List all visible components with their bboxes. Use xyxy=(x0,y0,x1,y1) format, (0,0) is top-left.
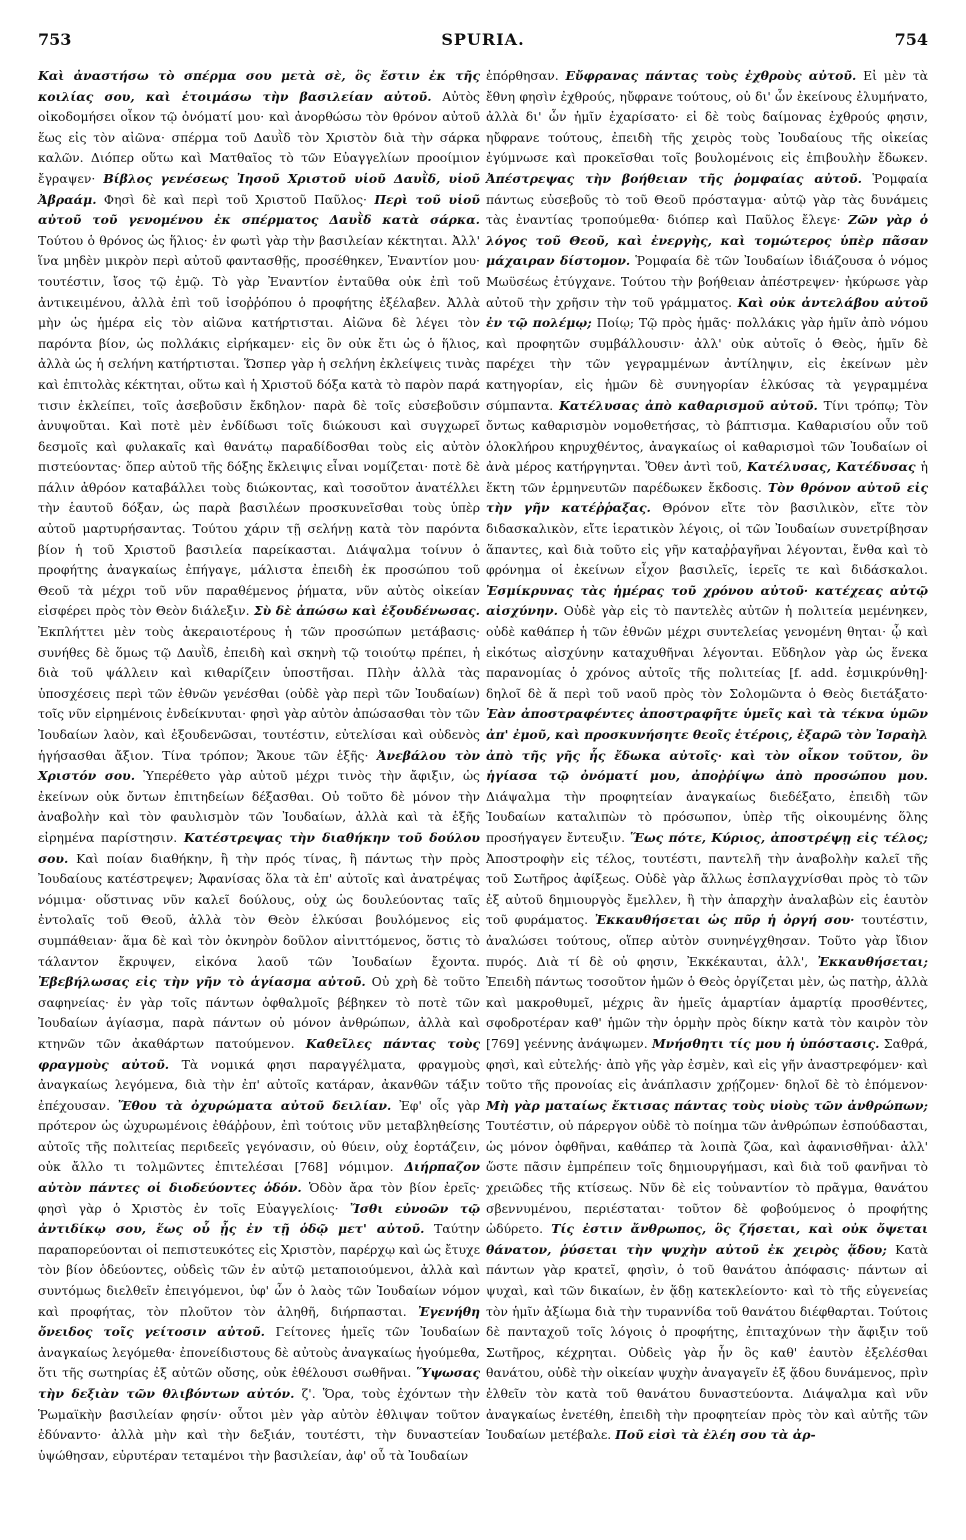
quotation-segment: Κατέλυσας ἀπὸ καθαρισμοῦ αὐτοῦ. xyxy=(559,397,818,413)
quotation-segment: Τίς ἐστιν ἄνθρωπος, ὃς ζήσεται, καὶ οὐκ ὄψεται θάνατον, ῥύσεται τὴν ψυχὴν αὐτοῦ ἐκ χειρὸς ᾅδου; xyxy=(486,1221,928,1257)
quotation-segment: Καὶ οὐκ ἀντελάβου αὐτοῦ ἐν τῷ πολέμῳ; xyxy=(486,294,928,331)
quotation-segment: Ἐκκαυθήσεται ὡς πῦρ ἡ ὀργή σου· xyxy=(594,912,855,928)
text-segment: ζ'. Ὅρα, τοὺς ἐχόντων τὴν Ῥωμαϊκὴν βασιλείαν φησίν· οὗτοι μὲν γὰρ αὐτὸν ἐθλιψαν τοῦτον ἐδύναντο· ἀλλὰ μὴν καὶ τὴν δεξιάν, τουτέστι, τὴν δυναστείαν ὑψώθησαν, εὐρυτέραν τεταμένοι τὴν βασιλείαν, ἀφ' οὗ τὰ Ἰουδαίων xyxy=(38,1386,480,1463)
quotation-segment: Ἔθου τὰ ὀχυρώματα αὐτοῦ δειλίαν. xyxy=(117,1097,392,1113)
left-column-text xyxy=(38,66,480,1466)
quotation-segment: Ἀνεβάλου τὸν Χριστόν σου. xyxy=(38,747,480,784)
quotation-segment: Μνήσθητι τίς μου ἡ ὑπόστασις. xyxy=(651,1035,880,1051)
quotation-segment: Ζῶν γὰρ ὁ λόγος τοῦ Θεοῦ, καὶ ἐνεργὴς, καὶ τομώτερος ὑπὲρ πᾶσαν μάχαιραν δίστομον. xyxy=(486,212,928,269)
text-segment: Ἐκπλήττει μὲν τοὺς ἀκεραιοτέρους ἡ τῶν προσώπων μετάβασις· συνήθες δὲ ὅμως τῷ Δαυῒδ, ἐπειδὴ καὶ σκηνὴ τῷ τοιούτῳ πρέπει, ἡ διὰ τοῦ ψάλλειν καὶ κιθαρίζειν ὑποστῆσαι. Πλὴν ἀλλὰ τὰς ὑποσχέσεις περὶ τῶν ἐθνῶν γενέσθαι (οὐδὲ γὰρ περὶ τῶν Ἰουδαίων) τοῖς νῦν εἰρημένοις ἐνδείκνυται· φησὶ γὰρ αὐτὸν ἀπώσασθαι τὸν τῶν Ἰουδαίων λαὸν, καὶ ἐξουδενῶσαι, τουτέστιν, εὐτελίσαι καὶ οὐδενὸς ἡγήσασθαι ἄξιον. Τίνα τρόπον; Ἄκουε τῶν ἑξῆς· xyxy=(38,624,480,763)
text-segment: Τούτου ὁ θρόνος ὡς ἥλιος· ἐν φωτὶ γὰρ τὴν βασιλείαν κέκτηται. Ἀλλ' ἵνα μηδὲν μικρὸν περὶ αὐτοῦ φαντασθῇς, προσέθηκεν, Ἐναντίον μου· τουτέστιν, ἴσος τῷ ἐμῷ. Τὸ γὰρ Ἐναντίον ἐνταῦθα οὐκ ἐπὶ τοῦ ἀντικειμένου, ἀλλὰ ἐπὶ τοῦ ἰσοῤῥόπου ὁ προφήτης ἐξέλαβεν. Ἀλλὰ μὴν ὡς ἡμέρα εἰς τὸν αἰῶνα κατήρτισται. Αἰῶνα δὲ λέγει τὸν παρόντα βίον, ὡς πολλάκις εἰρήκαμεν· εἰς ὃν οὐκ ἔτι ὡς ὁ ἥλιος, ἀλλὰ ὡς ἡ σελήνη κατήρτισται. Ὥσπερ γὰρ ἡ σελήνη ἐκλείψεις τινὰς καὶ ἐπιτολὰς κέκτηται, οὕτω καὶ ἡ Χριστοῦ δόξα κατὰ τὸ παρὸν παρά τισιν ἐκλείπει, τοῖς ἀσεβοῦσιν ἔκδηλον· παρὰ δὲ τοῖς εὐσεβοῦσιν ἀνυψοῦται. Καὶ ποτὲ μὲν ἐνδίδωσι τοῖς διώκουσι καὶ συγχωρεῖ δεσμοῖς καὶ φυλακαῖς καὶ θανάτῳ παραδίδοσθαι τοὺς εἰς αὐτὸν πιστεύοντας· ὅπερ αὐτοῦ τῆς δόξης ἔκλειψις εἶναι νομίζεται· ποτὲ δὲ πάλιν ἀθρόον καταβάλλει τοὺς διώκοντας, καὶ τοσοῦτον ἀνατέλλει τὴν ἑαυτοῦ δόξαν, ὡς παρὰ βασιλέων προσκυνεῖσθαι τοὺς ὑπὲρ αὐτοῦ μαρτυρήσαντας. Τούτου χάριν τῇ σελήνῃ κατὰ τὸν παρόντα βίον ἡ τοῦ Χριστοῦ βασιλεία παρείκασται. Διάψαλμα τοίνυν ὁ προφήτης ἀναγκαίως ἐπήγαγε, μάλιστα ἐπειδὴ ἐκ προσώπου τοῦ Θεοῦ τὰ μέχρι τοῦ νῦν παραθέμενος ῥήματα, νῦν αὐτὸς οἰκείαν εἰσφέρει πρὸς τὸν Θεὸν διάλεξιν. xyxy=(38,232,480,619)
quotation-segment: Ἐβεβήλωσας εἰς τὴν γῆν τὸ ἁγίασμα αὐτοῦ. xyxy=(38,974,366,990)
text-segment: Ῥομφαία δὲ τῶν Ἰουδαίων ἰδιάζουσα ὁ νόμος Μωϋσέως ἐτύγχανε. Τούτου τὴν βοήθειαν ἀπέστρεψεν· ἠκύρωσε γὰρ αὐτοῦ τὴν χρῆσιν τὴν τοῦ γράμματος. xyxy=(486,253,928,310)
quotation-segment: Κατέλυσας, Κατέδυσας xyxy=(747,459,916,475)
quotation-segment: Εὔφρανας πάντας τοὺς ἐχθροὺς αὐτοῦ. xyxy=(565,68,857,83)
text-segment: Ἐφ' οἷς γὰρ πρότερον ὡς ὠχυρωμένοις ἐθάῤῥουν, ἐπὶ τούτοις νῦν μεταβληθείσης αὐτοῖς τῆς πολιτείας περιδεεῖς γεγόνασιν, οὐ θύειν, οὐχ ἑορτάζειν, οὐκ ἄλλο τι τολμῶντες ἐπιτελέσαι [768] νόμιμον. xyxy=(38,1097,480,1175)
quotation-segment: Διήρπαζον αὐτὸν πάντες οἱ διοδεύοντες ὁδόν. xyxy=(38,1159,480,1196)
quotation-segment: Ἴσθι εὐνοῶν τῷ ἀντιδίκῳ σου, ἕως οὗ ᾖς ἐν τῇ ὁδῷ μετ' αὐτοῦ. xyxy=(38,1200,480,1237)
quotation-segment: Ἐκκαυθήσεται; xyxy=(817,953,928,969)
quotation-segment: Βίβλος γενέσεως Ἰησοῦ Χριστοῦ υἱοῦ Δαυῒδ, υἱοῦ Ἀβραάμ. xyxy=(38,170,480,207)
page-number-left: 753 xyxy=(38,30,72,49)
page-number-right: 754 xyxy=(894,30,928,49)
running-title: SPURIA. xyxy=(441,30,525,49)
quotation-segment: Μὴ γὰρ ματαίως ἔκτισας πάντας τοὺς υἱοὺς τῶν ἀνθρώπων; xyxy=(486,1097,928,1113)
quotation-segment: Ἐγενήθη ὄνειδος τοῖς γείτοσιν αὐτοῦ. xyxy=(38,1303,480,1340)
text-segment: Ποίῳ; Τῷ πρὸς ἡμᾶς· πολλάκις γὰρ ἡμῖν ἀπὸ νόμου καὶ προφητῶν συμβάλλουσιν· ἀλλ' οὐκ αὐτοῖς ὁ Θεὸς, ἡμῖν δὲ παρέχει τὴν τῶν γεγραμμένων ἀντίληψιν, εἰς ἐκείνων μὲν κατηγορίαν, εἰς ἡμῶν δὲ συνηγορίαν ἑλκύσας τὰ γεγραμμένα σύμπαντα. xyxy=(486,315,929,413)
text-segment: ἐπόρθησαν. xyxy=(486,68,566,83)
right-column xyxy=(486,66,928,1446)
quotation-segment: Ποῦ εἰσὶ τὰ ἐλέη σου τὰ ἀρ- xyxy=(615,1427,816,1443)
text-segment: Ἀποστροφὴν εἰς τέλος, τουτέστι, παντελῆ τὴν ἀναβολὴν καλεῖ τῆς τοῦ Σωτῆρος ἀφίξεως. Οὐδὲ γὰρ ἄλλως ἐσπλαγχνίσθαι πρὸς τὸ τῶν ἐξ αὐτοῦ δημιουργὸς ἔμελλεν, ἢ τὴν ἀπαρχὴν ἀναλαβὼν εἰς ἑαυτὸν τοῦ φυράματος. xyxy=(486,850,928,928)
quotation-segment: Καθεῖλες πάντας τοὺς φραγμοὺς αὐτοῦ. xyxy=(38,1035,480,1072)
text-segment: Καὶ ποίαν διαθήκην, ἢ τὴν πρός τίνας, ἢ πάντως τὴν πρὸς Ἰουδαίους κατέστρεψεν; Ἀφανίσας ὅλα τὰ ἐπ' αὐτοῖς καὶ ἀνατρέψας νόμιμα· οὕστινας νῦν καλεῖ δούλους, οὐχ ὡς δουλεύοντας ταῖς ἐντολαῖς τοῦ Θεοῦ, ἀλλὰ τὸν Θεὸν ἑλκύσαι βουλόμενος εἰς συμπάθειαν· ἅμα δὲ καὶ τὸν ὀκνηρὸν δοῦλον αἰνιττόμενος, ὅστις τὸ τάλαντον ἔκρυψεν, εἰκόνα λαοῦ τῶν Ἰουδαίων ἔχοντα. xyxy=(38,850,480,969)
text-segment: Οὐδὲ γὰρ εἰς τὸ παντελὲς αὐτῶν ἡ πολιτεία μεμένηκεν, οὐδὲ καθάπερ ἡ τῶν ἐθνῶν μέχρι συντελείας γενομένη θηται· ᾧ καὶ εἰκότως αἰσχύνην καταχυθῆναι λέγονται. Εὔδηλον γὰρ ὡς ἕνεκα παρανομίας ὁ χρόνος αὐτοῖς τῆς πολιτείας [f. add. ἐσμικρύνθη]· δηλοῖ δὲ ἅ περὶ τοῦ ναοῦ πρὸς τὸν Σολομῶντα ὁ Θεὸς διετάξατο· xyxy=(486,603,928,701)
text-segment: ἡ ἕκτη τῶν ἑρμηνευτῶν παρέδωκεν ἔκδοσις. xyxy=(486,459,928,495)
page-header xyxy=(38,30,928,56)
text-segment: Ὁδὸν ἄρα τὸν βίον ἐρεῖς· φησὶ γὰρ ὁ Χριστὸς ἐν τοῖς Εὐαγγελίοις· xyxy=(38,1180,480,1216)
text-segment: Τὰ νομικά φησι παραγγέλματα, φραγμοὺς ἀναγκαίως λεγόμενα, διὰ τὴν ἐπ' αὐτοῖς κατάραν, ἀκανθῶν τάξιν ἐπέχουσαν. xyxy=(38,1056,480,1113)
quotation-segment: Σὺ δὲ ἀπώσω καὶ ἐξουδένωσας. xyxy=(253,603,480,619)
right-column-text xyxy=(486,66,928,1446)
text-segment: Γείτονες ἡμεῖς τῶν Ἰουδαίων ἀναγκαίως λεγόμεθα· ἐπονείδιστους δὲ αὐτοὺς ἀναγκαίως ἡγούμεθα, ὅτι τῆς σωτηρίας ἐξ αὐτῶν οὔσης, οὐκ ἐθέλουσι σωθῆναι. xyxy=(38,1324,480,1381)
text-segment: Τουτέστιν, οὐ πάρεργον οὐδὲ τὸ ποίημα τῶν ἀνθρώπων ἐσπούδασται, ὡς μόνον ὀφθῆναι, καθάπερ τὰ λοιπὰ ζῶα, καὶ ἀφανισθῆναι· ἀλλ' ὥστε πᾶσιν ἐμπρέπειν τοῖς δημιουργήμασι, καὶ διὰ τοῦ φανῆναι τὸ χρειῶδες τῆς κτίσεως. Νῦν δὲ εἰς τοὐναντίον τὸ πρᾶγμα, θανάτου σβεννυμένου, περιέσταται· τοῦτον δὲ φοβούμενος ὁ προφήτης ὠδύρετο. xyxy=(486,1118,928,1237)
text-segment: Κατὰ πάντων γὰρ κρατεῖ, φησὶν, ὁ τοῦ θανάτου ἀπόφασις· πάντων αἱ ψυχαὶ, καὶ τῶν δικαίων, ἐν ᾅδῃ κατεκλείοντο· καὶ τὸ τῆς εὐγενείας τὸν ἡμῖν ἀξίωμα διὰ τὴν τυραννίδα τοῦ θανάτου διέφθαρται. Τούτοις δὲ πανταχοῦ τοῖς λόγοις ὁ προφήτης, ἐπιταχύνων τὴν ἄφιξιν τοῦ Σωτῆρος, κέχρηται. Οὐδεὶς γὰρ ἦν ὃς καθ' ἑαυτὸν ἐξελέσθαι θανάτου, οὐδὲ τὴν οἰκείαν ψυχὴν ἀναγαγεῖν ἐξ ᾅδου δυνάμενος, πρὶν ἐλθεῖν τὸν κατὰ τοῦ θανάτου δυναστεύοντα. Διάψαλμα καὶ νῦν ἀναγκαίως ἐνετέθη, ἐπειδὴ τὴν προφητείαν πρὸς τὸν καὶ αὐτῆς τῶν Ἰουδαίων μετέβαλε. xyxy=(486,1241,928,1443)
text-segment: Φησὶ δὲ καὶ περὶ τοῦ Χριστοῦ Παῦλος· xyxy=(96,191,375,207)
text-segment: Τίνι τρόπῳ; Τὸν ὄντως καθαρισμὸν νομοθετήσας, τὸ βάπτισμα. Καθαρισίου οὖν τοῦ ὁλοκλήρου κηρυχθέντος, ἀναγκαίως οἱ καθαρισμοὶ τῶν Ἰουδαίων οἱ ἀνὰ μέρος κατήργηνται. Ὅθεν ἀντὶ τοῦ, xyxy=(486,397,929,475)
quotation-segment: Ὕψωσας τὴν δεξιὰν τῶν θλιβόντων αὐτόν. xyxy=(38,1365,480,1401)
quotation-segment: Ἀπέστρεψας τὴν βοήθειαν τῆς ῥομφαίας αὐτοῦ. xyxy=(486,170,862,186)
text-segment: Ὑπερέθετο γὰρ αὐτοῦ μέχρι τινὸς τὴν ἄφιξιν, ὡς ἐκείνων οὐκ ὄντων ἐπιτηδείων δέξασθαι. Οὐ τοῦτο δὲ μόνον τὴν ἀναβολὴν καὶ τὸν φαυλισμὸν τῶν Ἰουδαίων, ἀλλὰ καὶ τὰ ἑξῆς εἰρημένα παρίστησιν. xyxy=(38,768,480,845)
quotation-segment: Ἕως πότε, Κύριος, ἀποστρέψῃ εἰς τέλος; xyxy=(630,829,929,845)
text-segment: Ῥομφαία πάντως εὐσεβοῦς τὸ τοῦ Θεοῦ πρόσταγμα· αὐτῷ γὰρ τὰς δυνάμεις τὰς ἐναντίας τροπούμεθα· διόπερ καὶ Παῦλος ἔλεγε· xyxy=(486,170,928,228)
left-column xyxy=(38,66,480,1466)
text-segment: Οὐ χρὴ δὲ τοῦτο σαφηνείας· ἐν γὰρ τοῖς πάντων ὀφθαλμοῖς βέβηκεν τὸ ποτὲ τῶν Ἰουδαίων ἁγίασμα, παρὰ πάντων οὐ μόνον ἀνθρώπων, ἀλλὰ καὶ κτηνῶν τῶν ἀκαθάρτων πατούμενον. xyxy=(38,974,481,1051)
quotation-segment: Ἐσμίκρυνας τὰς ἡμέρας τοῦ χρόνου αὐτοῦ· κατέχεας αὐτῷ αἰσχύνην. xyxy=(486,582,928,619)
text-segment: Εἰ μὲν τὰ ἔθνη φησὶν ἐχθρούς, ηὔφρανε τούτους, οὐ δι' ὧν ἐκείνους ἐλυμήνατο, ἀλλὰ δι' ὧν ἡμῖν ἐχαρίσατο· εἰ δὲ τοὺς δαίμονας ἐχθρούς φησιν, ηὔφρανε τούτους, ἐπειδὴ τῆς χειρὸς τοὺς Ἰουδαίους τῆς οἰκείας ἐγύμνωσε καὶ προκεῖσθαι τοῖς βουλομένοις εἰς ἐπιβουλὴν ἔδωκεν. xyxy=(486,68,928,166)
text-segment: Ἐπειδὴ πάντως τοσοῦτον ἡμῶν ὁ Θεὸς ὀργίζεται μὲν, ὡς πατὴρ, ἀλλὰ καὶ μακροθυμεῖ, μέχρις ἂν ἡμεῖς ἁμαρτίαν ἁμαρτίᾳ προσθέντες, σφοδροτέραν καθ' ἡμῶν τὴν ὁρμὴν πρὸς δίκην κατὰ τὸν καιρὸν τὸν [769] γεέννης ἀνάψωμεν. xyxy=(486,974,928,1051)
quotation-segment: Ἐὰν ἀποστραφέντες ἀποστραφῆτε ὑμεῖς καὶ τὰ τέκνα ὑμῶν ἀπ' ἐμοῦ, καὶ προσκυνήσητε θεοῖς ἑτέροις, ἐξαρῶ τὸν Ἰσραὴλ ἀπὸ τῆς γῆς ἧς ἔδωκα αὐτοῖς· καὶ τὸν οἶκον τοῦτον, ὃν ἡγίασα τῷ ὀνόματί μου, ἀποῤῥίψω ἀπὸ προσώπου μου. xyxy=(486,706,928,784)
quotation-segment: Περὶ τοῦ υἱοῦ αὐτοῦ τοῦ γενομένου ἐκ σπέρματος Δαυῒδ κατὰ σάρκα. xyxy=(38,191,480,228)
text-segment: Διάψαλμα τὴν προφητείαν ἀναγκαίως διεδέξατο, ἐπειδὴ τῶν Ἰουδαίων καταλιπὼν τὸ πρόσωπον, ὑπὲρ τῆς οἰκουμένης ὅλης προσήγαγεν ἔντευξιν. xyxy=(486,788,928,845)
quotation-segment: Τὸν θρόνον αὐτοῦ εἰς τὴν γῆν κατέῤῥαξας. xyxy=(486,479,928,516)
text-segment: τουτέστιν, ἀναλώσει τούτους, οἵπερ αὐτὸν συνηνέγχθησαν. Τοῦτο γὰρ ἴδιον πυρός. Διὰ τί δὲ οὐ φησιν, Ἐκκέκαυται, ἀλλ', xyxy=(486,912,928,969)
text-segment: Αὐτὸς οἰκοδομήσει οἶκον τῷ ὀνόματί μου· καὶ ἀνορθώσω τὸν θρόνον αὐτοῦ ἕως εἰς τὸν αἰῶνα· σπέρμα τοῦ Δαυῒδ τὸν Χριστὸν διὰ τὴν σάρκα καλῶν. Διόπερ οὕτω καὶ Ματθαῖος τὸ τῶν Εὐαγγελίων προοίμιον ἔγραψεν· xyxy=(38,88,480,186)
text-segment: Ταύτην παραπορεύονται οἱ πεπιστευκότες εἰς Χριστὸν, παρέρχῳ καὶ ὡς ἔτυχε τὸν βίον ὁδεύοντες, οὐδεὶς τῶν ἐν αὐτῷ μεταποιούμενοι, ἀλλὰ καὶ συντόμως διελθεῖν ἐπειγόμενοι, ὑφ' ὧν ὁ λαὸς τῶν Ἰουδαίων νόμον καὶ προφήτας, τὸν πλοῦτον τὸν ἀληθῆ, διήρπασται. xyxy=(38,1221,480,1319)
text-segment: Σαθρά, φησὶ, καὶ εὐτελής· ἀπὸ γῆς γὰρ ἐσμὲν, καὶ εἰς γῆν ἀναστρεφόμεν· καὶ τοῦτο τῆς προνοίας εἰς ἀνάπλασιν χρῄζομεν· δηλοῖ δὲ τὸ ἑπόμενον· xyxy=(486,1035,928,1093)
quotation-segment: Καὶ ἀναστήσω τὸ σπέρμα σου μετὰ σὲ, ὃς ἔστιν ἐκ τῆς κοιλίας σου, καὶ ἑτοιμάσω τὴν βασιλείαν αὐτοῦ. xyxy=(38,68,480,104)
quotation-segment: Κατέστρεψας τὴν διαθήκην τοῦ δούλου σου. xyxy=(38,829,480,866)
text-segment: Θρόνον εἴτε τὸν βασιλικὸν, εἴτε τὸν διδασκαλικὸν, εἴτε ἱερατικὸν λέγοις, οἱ τῶν Ἰουδαίων συνετρίβησαν ἅπαντες, καὶ διὰ τοῦτο εἰς γῆν καταῤῥαγῆναι λέγονται, ἔνθα καὶ τὸ φρόνημα οἱ ἐκείνων εἶχον βασιλεῖς, ἱερεῖς τε καὶ διδάσκαλοι. xyxy=(486,500,928,578)
